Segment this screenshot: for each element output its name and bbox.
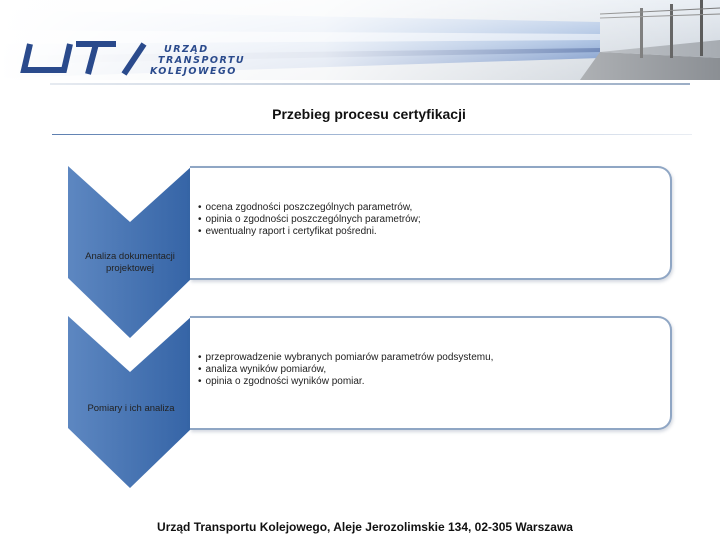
footer-address: Urząd Transportu Kolejowego, Aleje Jerozolimskie 134, 02-305 Warszawa [157, 520, 573, 534]
step-label-2: Pomiary i ich analiza [87, 403, 175, 414]
title-divider [52, 134, 692, 135]
list-item: • ocena zgodności poszczególnych parametrów, [198, 202, 670, 214]
logo-line: KOLEJOWEGO [150, 66, 237, 77]
step-box-2 [190, 316, 672, 430]
utk-logo-icon [20, 40, 150, 78]
logo-line: TRANSPORTU [158, 55, 246, 66]
step-box-1 [190, 166, 672, 280]
list-item: • opinia o zgodności wyników pomiar. [198, 376, 670, 388]
list-item: • opinia o zgodności poszczególnych parametrów; [198, 214, 670, 226]
page-title: Przebieg procesu certyfikacji [272, 106, 466, 122]
step-label-1: Analiza dokumentacji projektowej [85, 251, 175, 274]
list-item: • przeprowadzenie wybranych pomiarów parametrów podsystemu, [198, 352, 670, 364]
list-item: • ewentualny raport i certyfikat pośredni. [198, 226, 670, 238]
step-chevron-2 [68, 316, 192, 488]
step-bullets-1 [198, 202, 670, 238]
logo-line: URZĄD [164, 44, 209, 55]
list-item: • analiza wyników pomiarów, [198, 364, 670, 376]
header-banner [0, 0, 720, 86]
logo-wordmark [150, 44, 245, 77]
header-divider [50, 83, 690, 85]
step-bullets-2 [198, 352, 670, 388]
